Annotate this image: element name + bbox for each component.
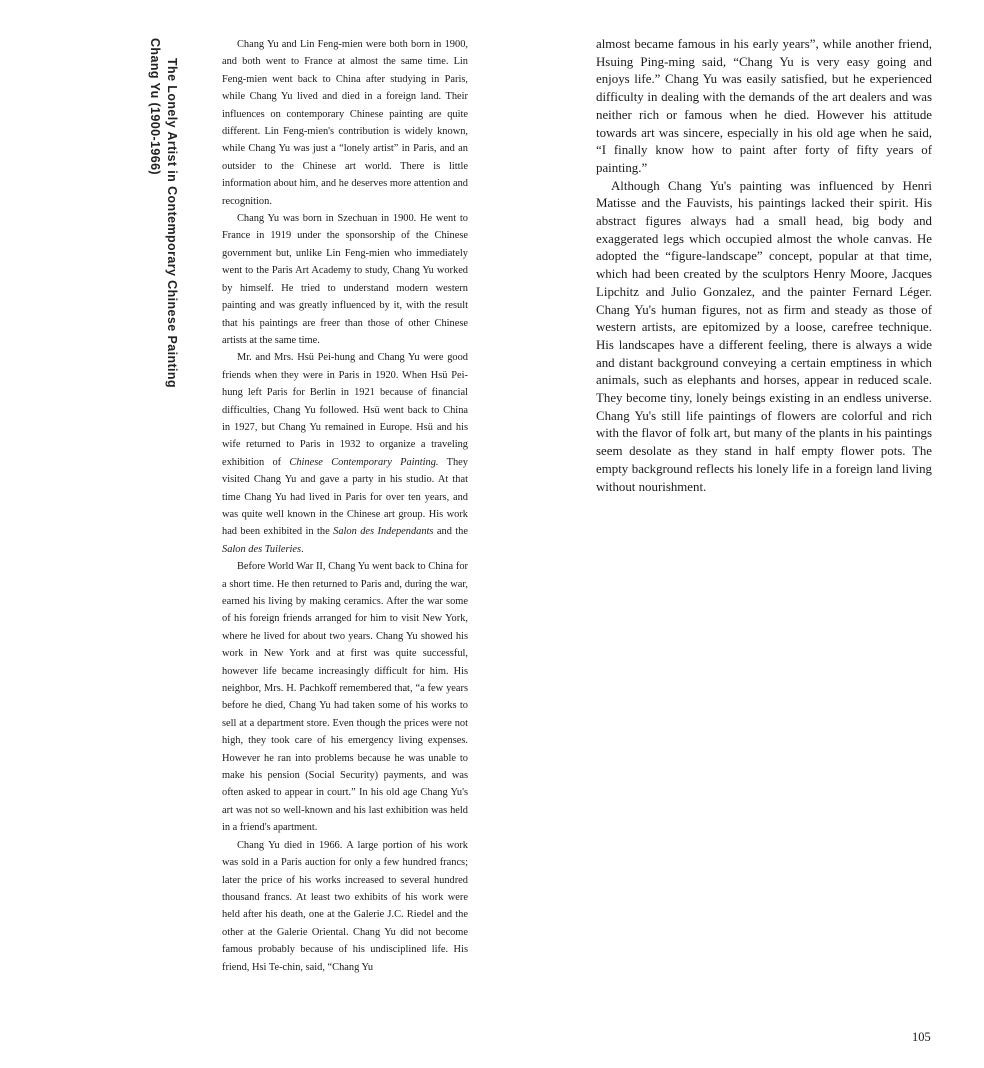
text-segment: Mr. and Mrs. Hsü Pei-hung and Chang Yu were good friends when they were in Paris in 1920. When Hsü Pei-hung left Paris for Berlin in 1921 because of financial difficulties, Chang Yu followed. Hsü went back to China in 1927, but Chang Yu remained in Europe. Hsü and his wife returned to Paris in 1932 to organize a traveling exhibition of: [222, 352, 468, 468]
paragraph: [222, 558, 468, 837]
paragraph: [596, 178, 932, 497]
paragraph: [596, 36, 932, 178]
italic-text-segment: Salon des Tuileries: [222, 543, 302, 555]
text-segment: almost became famous in his early years”, while another friend, Hsuing Ping-ming said, “Chang Yu is very easy going and enjoys life.” Chang Yu was easily satisfied, but he experienced difficulty in dealing with the demands of the art dealers and was neither rich or famous when he died. However his attitude towards art was sincere, especially in his old age when he said, “I finally know how to paint after forty of fifty years of painting.”: [596, 37, 932, 175]
text-segment: Chang Yu and Lin Feng-mien were both born in 1900, and both went to France at almost the same time. Lin Feng-mien went back to China after studying in Paris, while Chang Yu lived and died in a foreign land. Their influences on contemporary Chinese painting are quite different. Lin Feng-mien's contribution is widely known, while Chang Yu was just a “lonely artist” in Paris, and an outsider to the Chinese art world. There is little information about him, and he deserves more attention and recognition.: [222, 39, 468, 207]
text-segment: They visited Chang Yu and gave a party in his studio. At that time Chang Yu had lived in Paris for over ten years, and was quite well known in the Chinese art group. His work had been exhibited in the: [222, 456, 468, 538]
italic-text-segment: Salon des Independants: [333, 526, 434, 538]
sidebar-vertical-title: [146, 38, 180, 718]
italic-text-segment: Chinese Contemporary Painting.: [289, 456, 439, 468]
right-text-column: [596, 36, 932, 496]
vertical-title-main: Chang Yu (1900-1966): [148, 38, 162, 175]
text-segment: Chang Yu died in 1966. A large portion of his work was sold in a Paris auction for only a few hundred francs; later the price of his works increased to several hundred thousand francs. At least two exhibits of his work were held after his death, one at the Galerie J.C. Riedel and the other at the Galerie Oriental. Chang Yu did not become famous probably because of his undisciplined life. His friend, Hsi Te-chin, said, “Chang Yu: [222, 839, 468, 973]
page-number: 105: [912, 1030, 931, 1044]
text-segment: Chang Yu was born in Szechuan in 1900. He went to France in 1919 under the sponsorship of the Chinese government but, unlike Lin Feng-mien who immediately went to the Paris Art Academy to study, Chang Yu worked by himself. He tried to understand modern western painting and was greatly influenced by it, with the result that his paintings are freer than those of other Chinese artists at the same time.: [222, 213, 468, 346]
paragraph: [222, 210, 468, 349]
text-segment: Although Chang Yu's painting was influenced by Henri Matisse and the Fauvists, his paintings lacked their spirit. His abstract figures always had a small head, big body and exaggerated legs which occupied almost the whole canvas. He adopted the “figure-landscape” concept, popular at that time, which had been created by the sculptors Henry Moore, Jacques Lipchitz and Julio Gonzalez, and the painter Fernard Léger. Chang Yu's human figures, not as firm and steady as those of western artists, are epitomized by a loose, carefree technique. His landscapes have a different feeling, there is always a wide and distant background conveying a certain emptiness in which animals, such as elephants and horses, appear in reduced scale. They become tiny, lonely beings existing in an endless universe. Chang Yu's still life paintings of flowers are colorful and rich with the flavor of folk art, but many of the plants in his paintings seem desolate as they stand in half empty flower pots. The empty background reflects his lonely life in a foreign land living without nourishment.: [596, 178, 932, 494]
left-text-column: [222, 36, 468, 976]
vertical-title-subtitle: The Lonely Artist in Contemporary Chinese Painting: [165, 58, 179, 388]
paragraph: [222, 36, 468, 210]
paragraph: [222, 837, 468, 976]
text-segment: .: [301, 543, 304, 555]
paragraph: [222, 349, 468, 558]
text-segment: Before World War II, Chang Yu went back to China for a short time. He then returned to Paris and, during the war, earned his living by making ceramics. After the war some of his foreign friends arranged for him to visit New York, where he lived for about two years. Chang Yu showed his work in New York and at first was quite successful, however life became increasingly difficult for him. His neighbor, Mrs. H. Pachkoff remembered that, “a few years before he died, Chang Yu had taken some of his works to sell at a department store. Even though the prices were not high, they took care of his emergency living expenses. However he ran into problems because he was unable to make his pension (Social Security) payments, and was often asked to appear in court.” In his old age Chang Yu's art was not so well-known and his last exhibition was held in a friend's apartment.: [222, 561, 468, 834]
text-segment: and the: [433, 526, 468, 538]
